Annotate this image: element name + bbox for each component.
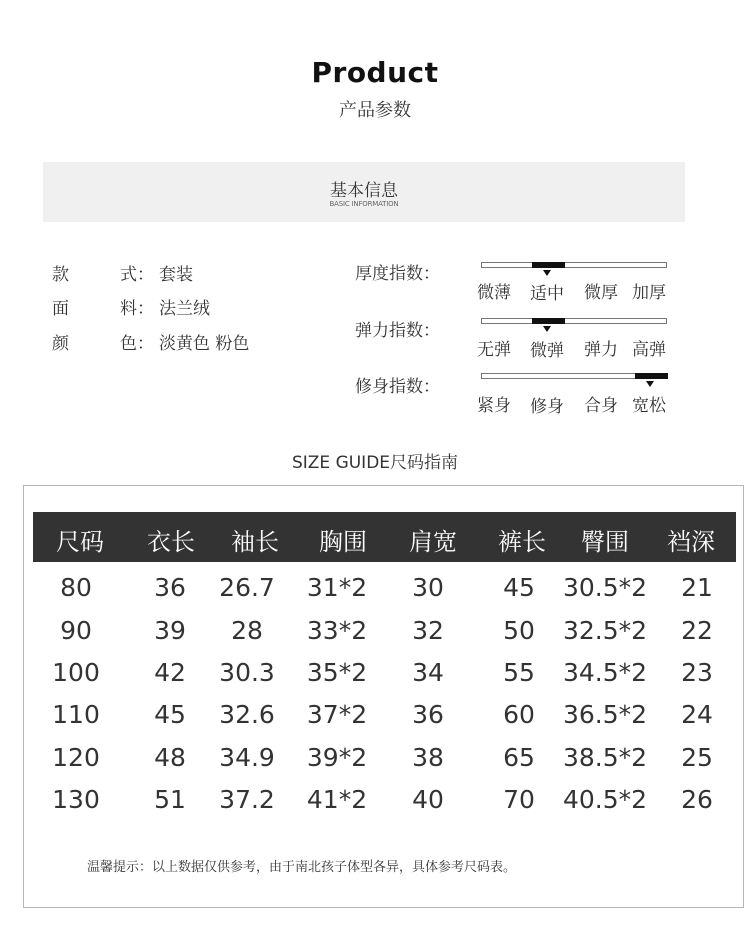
index-option: 合身 [584,396,618,416]
table-cell: 23 [681,658,713,687]
attribute-label-char: 颜 [52,334,69,354]
table-cell: 70 [503,785,535,814]
table-cell: 26.7 [219,573,275,602]
table-cell: 36.5*2 [562,700,648,729]
fit-index-scale [481,373,667,379]
page-title: Product [311,56,439,89]
elasticity-index-label: 弹力指数： [355,321,440,341]
table-cell: 32.6 [219,700,275,729]
column-header: 肩宽 [409,528,457,556]
attribute-value: 套装 [159,265,193,285]
table-cell: 39 [154,616,186,645]
table-cell: 36 [154,573,186,602]
column-header: 袖长 [231,528,279,556]
index-option-selected: 适中 [530,284,564,304]
table-cell: 25 [681,743,713,772]
table-cell: 22 [681,616,713,645]
table-cell: 80 [60,573,92,602]
attribute-label-char: 面 [52,299,69,319]
index-option: 紧身 [477,396,511,416]
table-cell: 24 [681,700,713,729]
table-cell: 30.5*2 [562,573,648,602]
table-cell: 37.2 [219,785,275,814]
column-header: 裆深 [667,528,715,556]
table-cell: 100 [52,658,100,687]
size-guide-title: SIZE GUIDE尺码指南 [291,453,459,473]
table-cell: 40.5*2 [562,785,648,814]
table-cell: 32 [412,616,444,645]
table-cell: 33*2 [306,616,368,645]
thickness-index-marker [532,262,565,268]
column-header: 臀围 [581,528,629,556]
table-cell: 65 [503,743,535,772]
elasticity-index-scale [481,318,667,324]
fit-index-arrow-icon [646,381,654,387]
thickness-index-scale [481,262,667,268]
size-table-header [33,512,736,562]
thickness-index-arrow-icon [543,270,551,276]
attribute-value: 淡黄色 粉色 [159,334,250,354]
table-cell: 21 [681,573,713,602]
attribute-value: 法兰绒 [159,299,210,319]
table-cell: 90 [60,616,92,645]
table-cell: 51 [154,785,186,814]
elasticity-index-arrow-icon [543,326,551,332]
index-option: 修身 [530,397,564,417]
table-cell: 39*2 [306,743,368,772]
table-cell: 28 [231,616,263,645]
attribute-label-char: 式： [120,265,154,285]
table-cell: 38 [412,743,444,772]
table-cell: 50 [503,616,535,645]
basic-info-subtitle: BASIC INFORMATION [329,200,399,208]
thickness-index-label: 厚度指数： [355,264,440,284]
table-cell: 60 [503,700,535,729]
table-cell: 34.5*2 [562,658,648,687]
table-cell: 36 [412,700,444,729]
table-cell: 42 [154,658,186,687]
index-option: 弹力 [584,340,618,360]
table-cell: 34 [412,658,444,687]
column-header: 尺码 [56,528,104,556]
column-header: 衣长 [147,528,195,556]
table-cell: 48 [154,743,186,772]
table-cell: 37*2 [306,700,368,729]
elasticity-index-marker [532,318,565,324]
attribute-label-char: 料： [120,299,154,319]
page-subtitle: 产品参数 [339,100,411,121]
table-cell: 130 [52,785,100,814]
table-cell: 41*2 [306,785,368,814]
attribute-label-char: 色： [120,334,154,354]
table-cell: 26 [681,785,713,814]
basic-info-title: 基本信息 [330,181,398,201]
index-option: 微厚 [584,283,618,303]
index-option: 无弹 [477,340,511,360]
column-header: 胸围 [319,528,367,556]
fit-index-label: 修身指数： [355,377,440,397]
index-option: 微薄 [477,283,511,303]
table-cell: 45 [154,700,186,729]
table-cell: 35*2 [306,658,368,687]
table-cell: 110 [52,700,100,729]
table-cell: 34.9 [219,743,275,772]
table-cell: 55 [503,658,535,687]
size-guide-footnote: 温馨提示：以上数据仅供参考，由于南北孩子体型各异，具体参考尺码表。 [87,860,517,875]
index-option: 高弹 [632,340,666,360]
table-cell: 120 [52,743,100,772]
table-cell: 45 [503,573,535,602]
table-cell: 38.5*2 [562,743,648,772]
table-cell: 40 [412,785,444,814]
column-header: 裤长 [498,528,546,556]
table-cell: 30.3 [219,658,275,687]
fit-index-marker [635,373,668,379]
index-option: 加厚 [632,283,666,303]
table-cell: 31*2 [306,573,368,602]
attribute-label-char: 款 [52,265,69,285]
basic-info-bar [43,162,685,222]
table-cell: 30 [412,573,444,602]
index-option-selected: 宽松 [632,396,666,416]
index-option-selected: 微弹 [530,341,564,361]
table-cell: 32.5*2 [562,616,648,645]
